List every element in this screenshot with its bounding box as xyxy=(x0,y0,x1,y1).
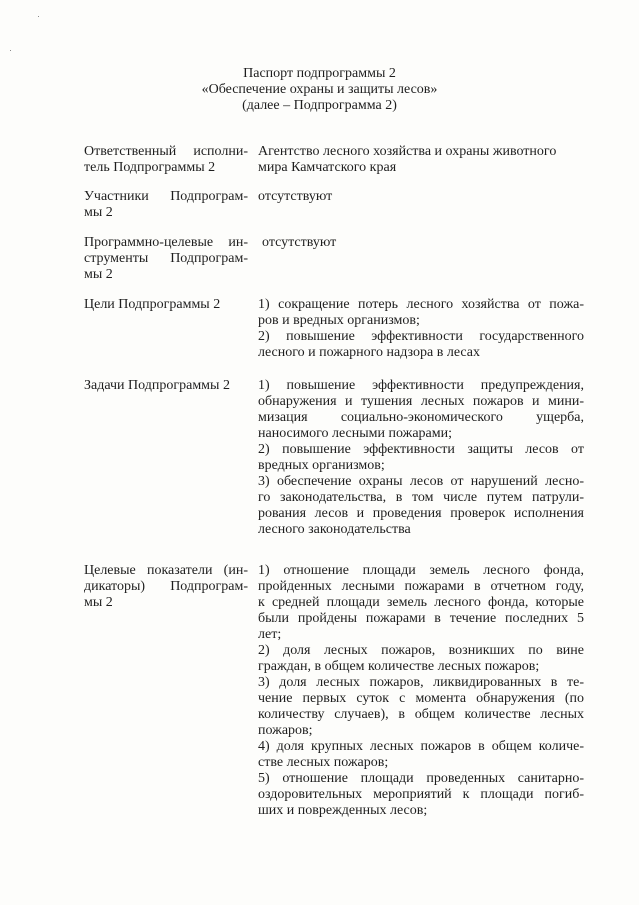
content-line: 4) доля крупных лесных пожаров в общем количе- xyxy=(258,739,584,754)
header-line-1: Паспорт подпрограммы 2 xyxy=(243,66,396,81)
content-line: го законодательства, в том числе путем патрули- xyxy=(258,490,584,505)
row-label xyxy=(84,297,248,313)
label-line: дикаторы) Подпрограм- xyxy=(84,579,248,594)
label-line: тель Подпрограммы 2 xyxy=(84,160,216,175)
content-line: 3) доля лесных пожаров, ликвидированных в те- xyxy=(258,675,584,690)
content-line: 2) повышение эффективности защиты лесов от xyxy=(258,442,584,457)
content-line: были пройдены пожарами в течение последних 5 xyxy=(258,611,584,626)
row-label xyxy=(84,378,248,394)
content-line: Агентство лесного хозяйства и охраны животного xyxy=(258,144,557,159)
content-line: к средней площади земель лесного фонда, которые xyxy=(258,595,584,610)
content-line: 1) сокращение потерь лесного хозяйства от пожа- xyxy=(258,297,584,312)
row-content xyxy=(258,563,584,819)
label-line: струменты Подпрограм- xyxy=(84,251,248,266)
label-line: мы 2 xyxy=(84,267,113,282)
row-label xyxy=(84,189,248,221)
row-content xyxy=(258,378,584,538)
row-content xyxy=(258,144,584,176)
content-line: мизация социально-экономического ущерба, xyxy=(258,410,584,425)
content-line: 3) обеспечение охраны лесов от нарушений лесно- xyxy=(258,474,584,489)
header-line-2: «Обеспечение охраны и защиты лесов» xyxy=(201,82,438,97)
label-line: Целевые показатели (ин- xyxy=(84,563,248,578)
scan-speck xyxy=(10,50,11,51)
content-line: рования лесов и проведения проверок исполнения xyxy=(258,506,584,521)
content-line: граждан, в общем количестве лесных пожаров; xyxy=(258,659,540,674)
content-line: пожаров; xyxy=(258,723,313,738)
content-line: мира Камчатского края xyxy=(258,160,397,175)
content-line: обнаружения и тушения лесных пожаров и мини- xyxy=(258,394,584,409)
row-content xyxy=(262,235,588,251)
content-line: 2) доля лесных пожаров, возникших по вине xyxy=(258,643,584,658)
passport-header xyxy=(0,66,639,114)
scan-speck xyxy=(38,16,39,17)
label-line: мы 2 xyxy=(84,595,113,610)
row-label xyxy=(84,235,248,283)
content-line: вредных организмов; xyxy=(258,458,385,473)
label-line: Ответственный исполни- xyxy=(84,144,248,159)
row-label xyxy=(84,563,248,611)
content-line: лет; xyxy=(258,627,282,642)
content-line: лесного и пожарного надзора в лесах xyxy=(258,345,480,360)
label-line: Задачи Подпрограммы 2 xyxy=(84,378,230,393)
row-content xyxy=(258,297,584,361)
label-line: Программно-целевые ин- xyxy=(84,235,248,250)
content-line: 1) отношение площади земель лесного фонда, xyxy=(258,563,584,578)
content-line: лесного законодательства xyxy=(258,522,411,537)
content-line: оздоровительных мероприятий к площади погиб- xyxy=(258,787,584,802)
content-line: пройденных лесными пожарами в отчетном году, xyxy=(258,579,584,594)
content-line: отсутствуют xyxy=(262,235,337,250)
content-line: количеству случаев), в общем количестве лесных xyxy=(258,707,584,722)
content-line: чение первых суток с момента обнаружения (по xyxy=(258,691,584,706)
label-line: Участники Подпрограм- xyxy=(84,189,248,204)
content-line: ров и вредных организмов; xyxy=(258,313,420,328)
content-line: отсутствуют xyxy=(258,189,333,204)
content-line: наносимого лесными пожарами; xyxy=(258,426,453,441)
row-content xyxy=(258,189,584,205)
content-line: 5) отношение площади проведенных санитарно- xyxy=(258,771,584,786)
header-line-3: (далее – Подпрограмма 2) xyxy=(242,98,397,113)
content-line: 1) повышение эффективности предупреждения, xyxy=(258,378,584,393)
row-label xyxy=(84,144,248,176)
content-line: ших и поврежденных лесов; xyxy=(258,803,428,818)
content-line: стве лесных пожаров; xyxy=(258,755,389,770)
label-line: мы 2 xyxy=(84,205,113,220)
content-line: 2) повышение эффективности государственного xyxy=(258,329,584,344)
label-line: Цели Подпрограммы 2 xyxy=(84,297,221,312)
